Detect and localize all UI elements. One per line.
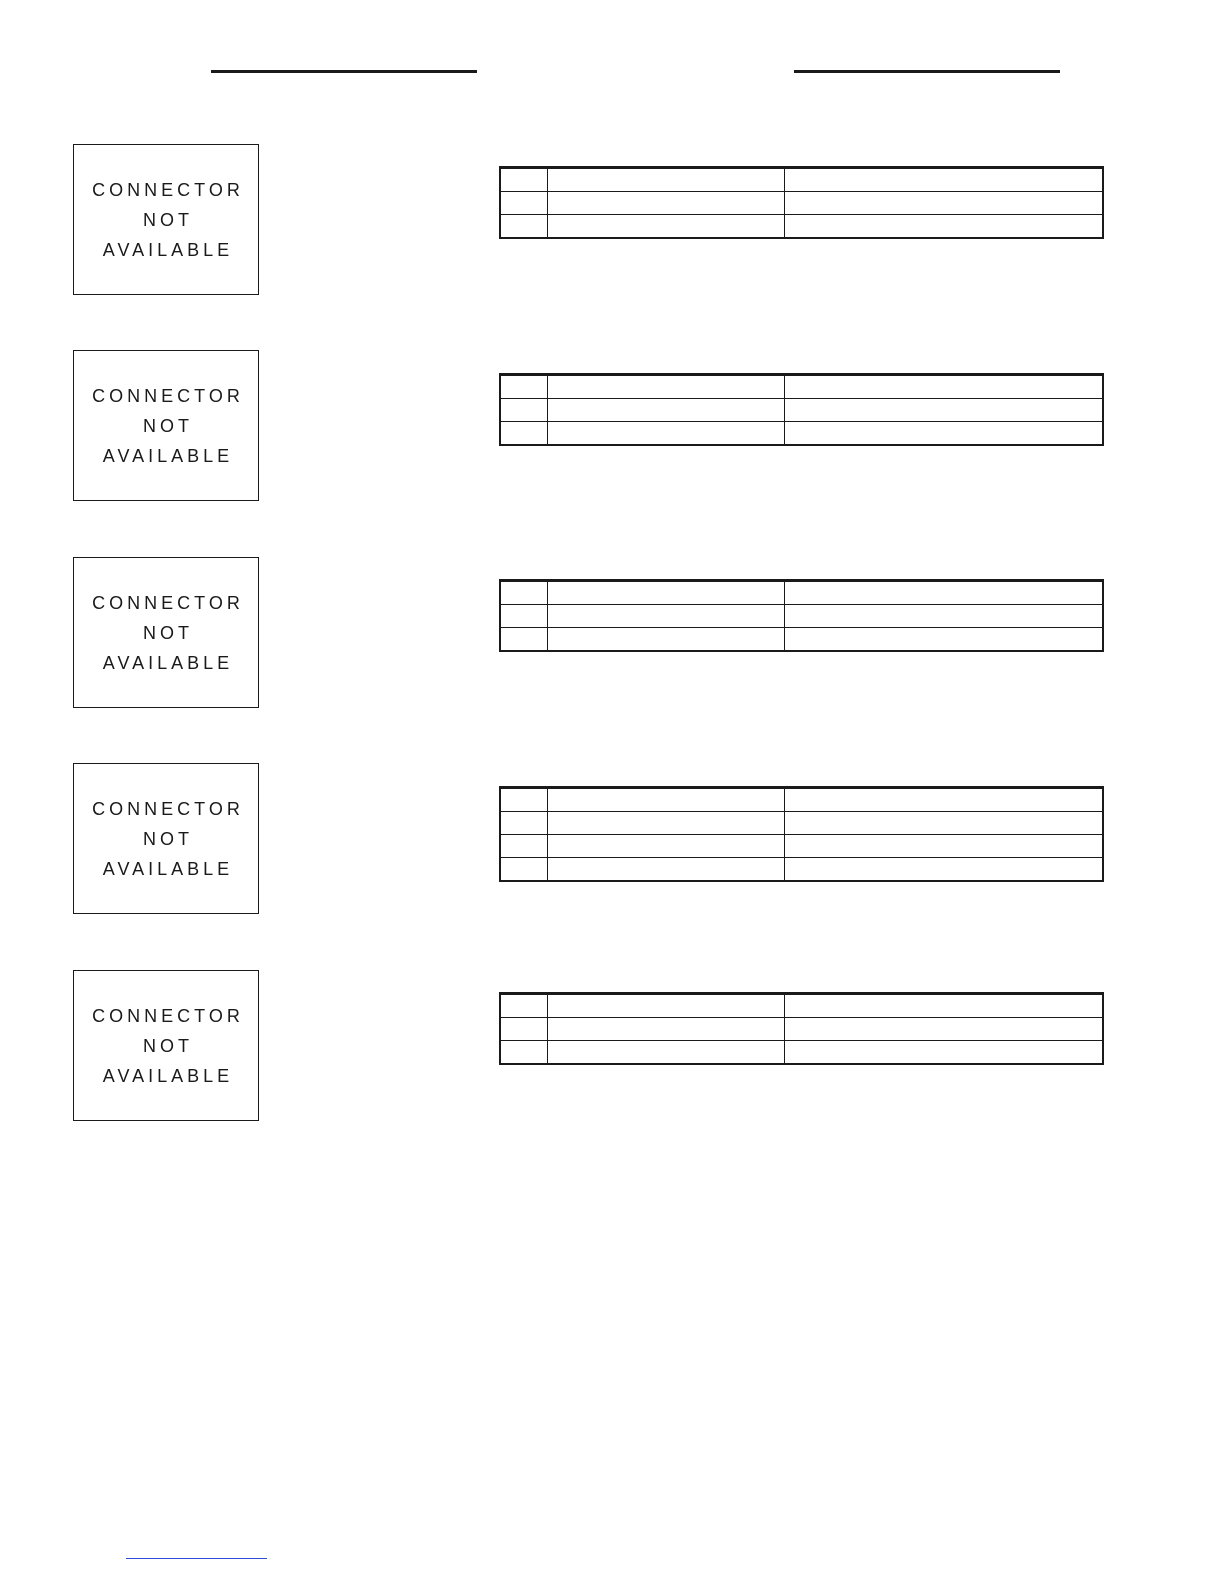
table-row <box>500 858 1103 882</box>
cell-pin <box>500 422 547 446</box>
cell-color <box>547 812 784 835</box>
table-row <box>500 168 1103 192</box>
connector-label-line-2: NOT <box>143 415 193 436</box>
connector-label-line-1: CONNECTOR <box>92 179 244 200</box>
cell-function <box>784 375 1103 399</box>
cell-function <box>784 192 1103 215</box>
table-row <box>500 422 1103 446</box>
cell-function <box>784 215 1103 239</box>
cell-color <box>547 375 784 399</box>
footer-link-underline[interactable] <box>126 1558 267 1559</box>
connector-label-line-2: NOT <box>143 828 193 849</box>
cell-color <box>547 788 784 812</box>
cell-pin <box>500 788 547 812</box>
cell-function <box>784 581 1103 605</box>
pin-table-3 <box>499 579 1104 652</box>
connector-label-line-1: CONNECTOR <box>92 592 244 613</box>
connector-placeholder-4 <box>73 763 259 914</box>
table-row <box>500 835 1103 858</box>
table-row <box>500 994 1103 1018</box>
pin-table-5 <box>499 992 1104 1065</box>
cell-color <box>547 168 784 192</box>
table-row <box>500 192 1103 215</box>
cell-function <box>784 788 1103 812</box>
cell-function <box>784 422 1103 446</box>
cell-color <box>547 1041 784 1065</box>
table-row <box>500 788 1103 812</box>
cell-color <box>547 835 784 858</box>
table-row <box>500 375 1103 399</box>
connector-label-line-3: AVAILABLE <box>102 1065 234 1086</box>
cell-pin <box>500 605 547 628</box>
cell-color <box>547 1018 784 1041</box>
cell-color <box>547 399 784 422</box>
cell-color <box>547 994 784 1018</box>
connector-placeholder-5 <box>73 970 259 1121</box>
connector-label-line-3: AVAILABLE <box>102 858 234 879</box>
header-rule-right <box>794 70 1060 73</box>
cell-pin <box>500 192 547 215</box>
cell-function <box>784 1018 1103 1041</box>
table-row <box>500 581 1103 605</box>
cell-pin <box>500 215 547 239</box>
cell-pin <box>500 812 547 835</box>
cell-function <box>784 858 1103 882</box>
cell-color <box>547 858 784 882</box>
pin-table-1 <box>499 166 1104 239</box>
cell-color <box>547 628 784 652</box>
cell-function <box>784 812 1103 835</box>
connector-placeholder-3 <box>73 557 259 708</box>
table-row <box>500 605 1103 628</box>
cell-pin <box>500 1041 547 1065</box>
cell-pin <box>500 375 547 399</box>
connector-label-line-2: NOT <box>143 622 193 643</box>
connector-placeholder-2 <box>73 350 259 501</box>
header-rule-left <box>211 70 477 73</box>
cell-pin <box>500 835 547 858</box>
table-row <box>500 1041 1103 1065</box>
cell-pin <box>500 994 547 1018</box>
cell-pin <box>500 628 547 652</box>
cell-function <box>784 994 1103 1018</box>
cell-color <box>547 605 784 628</box>
connector-placeholder-1 <box>73 144 259 295</box>
cell-function <box>784 1041 1103 1065</box>
table-row <box>500 1018 1103 1041</box>
table-row <box>500 399 1103 422</box>
connector-label-line-3: AVAILABLE <box>102 239 234 260</box>
cell-pin <box>500 168 547 192</box>
table-row <box>500 215 1103 239</box>
pin-table-4 <box>499 786 1104 882</box>
cell-color <box>547 581 784 605</box>
pin-table-2 <box>499 373 1104 446</box>
connector-label-line-3: AVAILABLE <box>102 445 234 466</box>
cell-color <box>547 422 784 446</box>
cell-function <box>784 835 1103 858</box>
connector-label-line-3: AVAILABLE <box>102 652 234 673</box>
connector-label-line-1: CONNECTOR <box>92 1005 244 1026</box>
cell-color <box>547 192 784 215</box>
connector-label-line-1: CONNECTOR <box>92 385 244 406</box>
table-row <box>500 628 1103 652</box>
cell-function <box>784 628 1103 652</box>
cell-pin <box>500 581 547 605</box>
connector-label-line-1: CONNECTOR <box>92 798 244 819</box>
connector-label-line-2: NOT <box>143 209 193 230</box>
cell-color <box>547 215 784 239</box>
table-row <box>500 812 1103 835</box>
connector-label-line-2: NOT <box>143 1035 193 1056</box>
cell-pin <box>500 1018 547 1041</box>
cell-function <box>784 168 1103 192</box>
cell-pin <box>500 399 547 422</box>
cell-function <box>784 605 1103 628</box>
cell-pin <box>500 858 547 882</box>
cell-function <box>784 399 1103 422</box>
